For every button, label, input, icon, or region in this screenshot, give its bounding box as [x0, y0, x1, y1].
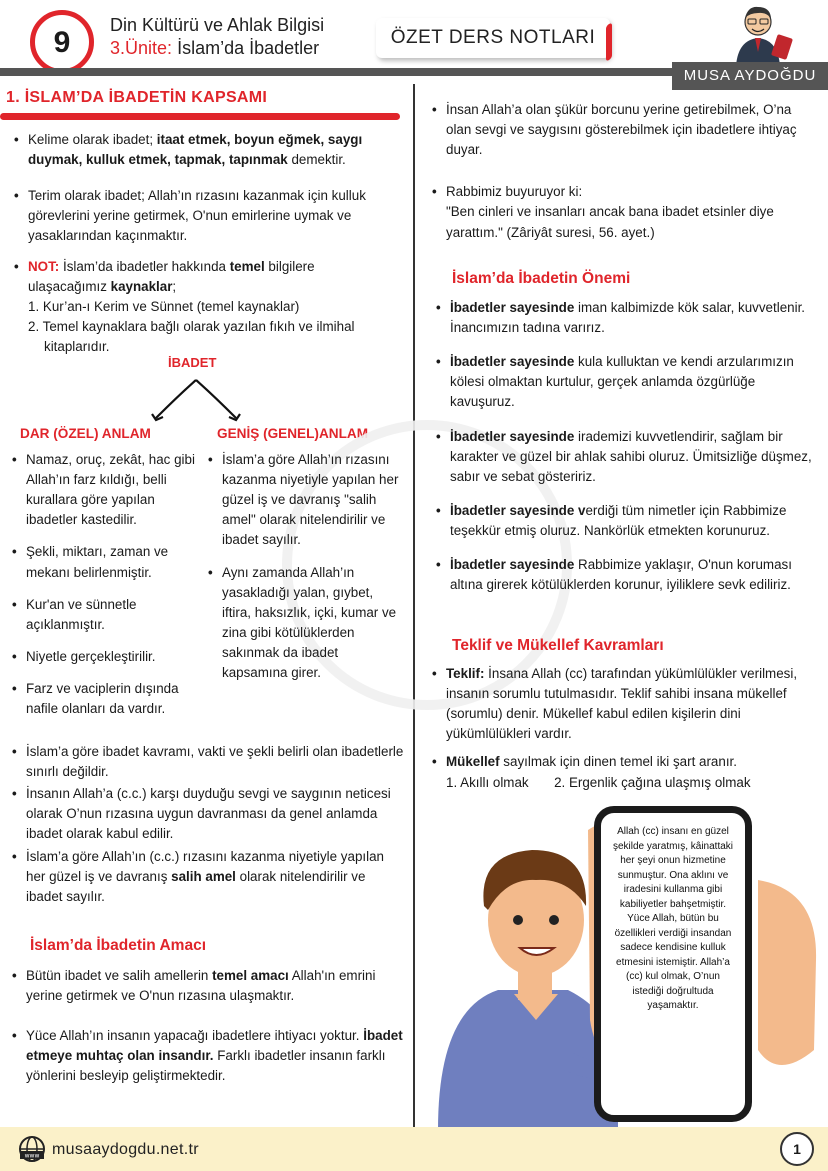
list-item: • İslam’a göre ibadet kavramı, vakti ve şekli belirli olan ibadetlerle sınırlı değildir. [12, 742, 404, 782]
general-notes [12, 742, 404, 915]
wide-meaning-title: GENİŞ (GENEL)ANLAM [217, 426, 369, 441]
list-item: • İbadetler sayesinde kula kulluktan ve kendi arzularımızın kölesi olmaktan kurtulur, gerçek anlamda özgürlüğe kavuşuruz. [436, 352, 816, 412]
concepts-title: Teklif ve Mükellef Kavramları [452, 637, 664, 654]
list-item: • İslam’a göre Allah’ın rızasını kazanma niyetiyle yapılan her güzel iş ve davranış "salih amel" olarak nitelendirilir ve ibadet sayılır. [208, 450, 400, 551]
list-item: • İslam’a göre Allah’ın (c.c.) rızasını kazanma niyetiyle yapılan her güzel iş ve davranış salih amel olarak nitelendirilir ve ibadet sayılır. [12, 847, 404, 907]
phone-text: Allah (cc) insanı en güzel şekilde yaratmış, kâinattaki her şeyi onun hizmetine sunmuştur. Ona aklını ve iradesini kullanma gibi kabiliyetler bahşetmiştir. Yüce Allah, bütün bu özellikleri verdiği insandan sadece kendisine kulluk etmesini istemiştir. Allah’a (cc) kul olmak, O’nun istediği doğrultuda yaşamaktır. [612, 826, 734, 1011]
list-item: • Niyetle gerçekleştirilir. [12, 647, 200, 667]
list-item: • Kelime olarak ibadet; itaat etmek, boyun eğmek, saygı duymak, kulluk etmek, tapmak, tapınmak demektir. [14, 130, 394, 170]
list-item: • Bütün ibadet ve salih amellerin temel amacı Allah'ın emrini yerine getirmek ve O'nun rızasına ulaşmaktır. [12, 966, 404, 1006]
need-block [432, 100, 816, 251]
list-item: • Kur'an ve sünnetle açıklanmıştır. [12, 595, 200, 635]
list-item: • İbadetler sayesinde iman kalbimizde kök salar, kuvvetlenir. İnancımızın tadına varırız. [436, 298, 816, 338]
ibadet-label: İBADET [168, 355, 217, 370]
list-item: • Terim olarak ibadet; Allah’ın rızasını kazanmak için kulluk görevlerini yerine getirmek, O'nun emirlerine uymak ve yasaklarından kaçınmaktır. [14, 186, 394, 246]
author-tag: MUSA AYDOĞDU [672, 62, 828, 90]
list-item: • İnsanın Allah’a (c.c.) karşı duyduğu sevgi ve saygının neticesi olarak O’nun rızasına uygun davranması da genel anlamda ibadet olarak kabul edilir. [12, 784, 404, 844]
mukellef-item: • Mükellef sayılmak için dinen temel iki şart aranır. [432, 752, 818, 772]
purpose-list [12, 966, 404, 1095]
page-number: 1 [780, 1132, 814, 1166]
purpose-title: İslam’da İbadetin Amacı [30, 937, 207, 954]
unit-line: 3.Ünite: İslam’da İbadetler [110, 37, 320, 58]
list-item: • İbadetler sayesinde Rabbimize yaklaşır, O'nun koruması altına girerek kötülüklerden korunur, iyiliklere sevk ediliriz. [436, 555, 816, 595]
header-title [110, 14, 324, 59]
importance-list [436, 298, 816, 603]
list-item: • İbadetler sayesinde verdiği tüm nimetler için Rabbimize teşekkür etmiş oluruz. Nankörlük etmekten korunuruz. [436, 501, 816, 541]
summary-label: ÖZET DERS NOTLARI [376, 18, 610, 58]
definitions-block [14, 130, 394, 357]
note-source-2: 2. Temel kaynaklara bağlı olarak yazılan fıkıh ve ilmihal kitaplarıdır. [28, 318, 355, 354]
narrow-meaning-list [12, 450, 200, 731]
author-avatar [728, 2, 794, 66]
importance-title: İslam’da İbadetin Önemi [452, 270, 631, 287]
split-arrows-icon [148, 374, 244, 424]
note-sources [14, 297, 394, 357]
unit-number-badge [30, 10, 94, 74]
section-underline [0, 113, 400, 120]
teklif-item: • Teklif: İnsana Allah (cc) tarafından yükümlülükler verilmesi, insanın sorumlu tutulmasıdır. Teklif sahibi insana mükellef (sorumlu) denir. Mükellef kabul edilen kişilerin dini yükümlülükleri vardır. [432, 664, 818, 744]
globe-caption: www [24, 1152, 40, 1160]
narrow-meaning-title: DAR (ÖZEL) ANLAM [20, 426, 151, 441]
condition-2: 2. Ergenlik çağına ulaşmış olmak [554, 774, 751, 790]
list-item: • Farz ve vaciplerin dışında nafile olanları da vardır. [12, 679, 200, 719]
list-item: • Aynı zamanda Allah’ın yasakladığı yalan, gıybet, iftira, haksızlık, içki, kumar ve zina gibi kötülüklerden sakınmak da ibadet kapsamına girer. [208, 563, 400, 684]
note-source-1: 1. Kur’an-ı Kerim ve Sünnet (temel kaynaklar) [28, 298, 300, 314]
list-item: • Şekli, miktarı, zaman ve mekanı belirlenmiştir. [12, 542, 200, 582]
list-item: • Yüce Allah’ın insanın yapacağı ibadetlere ihtiyacı yoktur. İbadet etmeye muhtaç olan insandır. Farklı ibadetler insanın farklı yönlerini besleyip geliştirmektedir. [12, 1026, 404, 1086]
note-item: • NOT: İslam’da ibadetler hakkında temel bilgilere ulaşacağımız kaynaklar; [14, 257, 394, 297]
verse-item: • Rabbimiz buyuruyor ki: "Ben cinleri ve insanları ancak bana ibadet etsinler diye yarattım." (Zâriyât suresi, 56. ayet.) [432, 182, 816, 242]
globe-icon [18, 1135, 46, 1163]
section-title: 1. İSLAM’DA İBADETİN KAPSAMI [0, 86, 396, 120]
website-link[interactable]: musaaydogdu.net.tr [52, 1141, 199, 1158]
unit-number: 9 [53, 25, 71, 59]
list-item: • İnsan Allah’a olan şükür borcunu yerine getirebilmek, O’na olan sevgi ve saygısını gösterebilmek için ibadetlere ihtiyaç duyar. [432, 100, 816, 160]
wide-meaning-list [208, 450, 400, 695]
list-item: • Namaz, oruç, zekât, hac gibi Allah’ın farz kıldığı, belli kurallara göre yapılan ibadetler kastedilir. [12, 450, 200, 530]
phone-card [594, 806, 752, 1122]
list-item: • İbadetler sayesinde irademizi kuvvetlendirir, sağlam bir karakter ve güzel bir ahlak sahibi oluruz. Ümitsizliğe düşmez, sabır ve sebat gösteririz. [436, 427, 816, 487]
condition-1: 1. Akıllı olmak [446, 774, 529, 790]
course-name: Din Kültürü ve Ahlak Bilgisi [110, 15, 325, 35]
